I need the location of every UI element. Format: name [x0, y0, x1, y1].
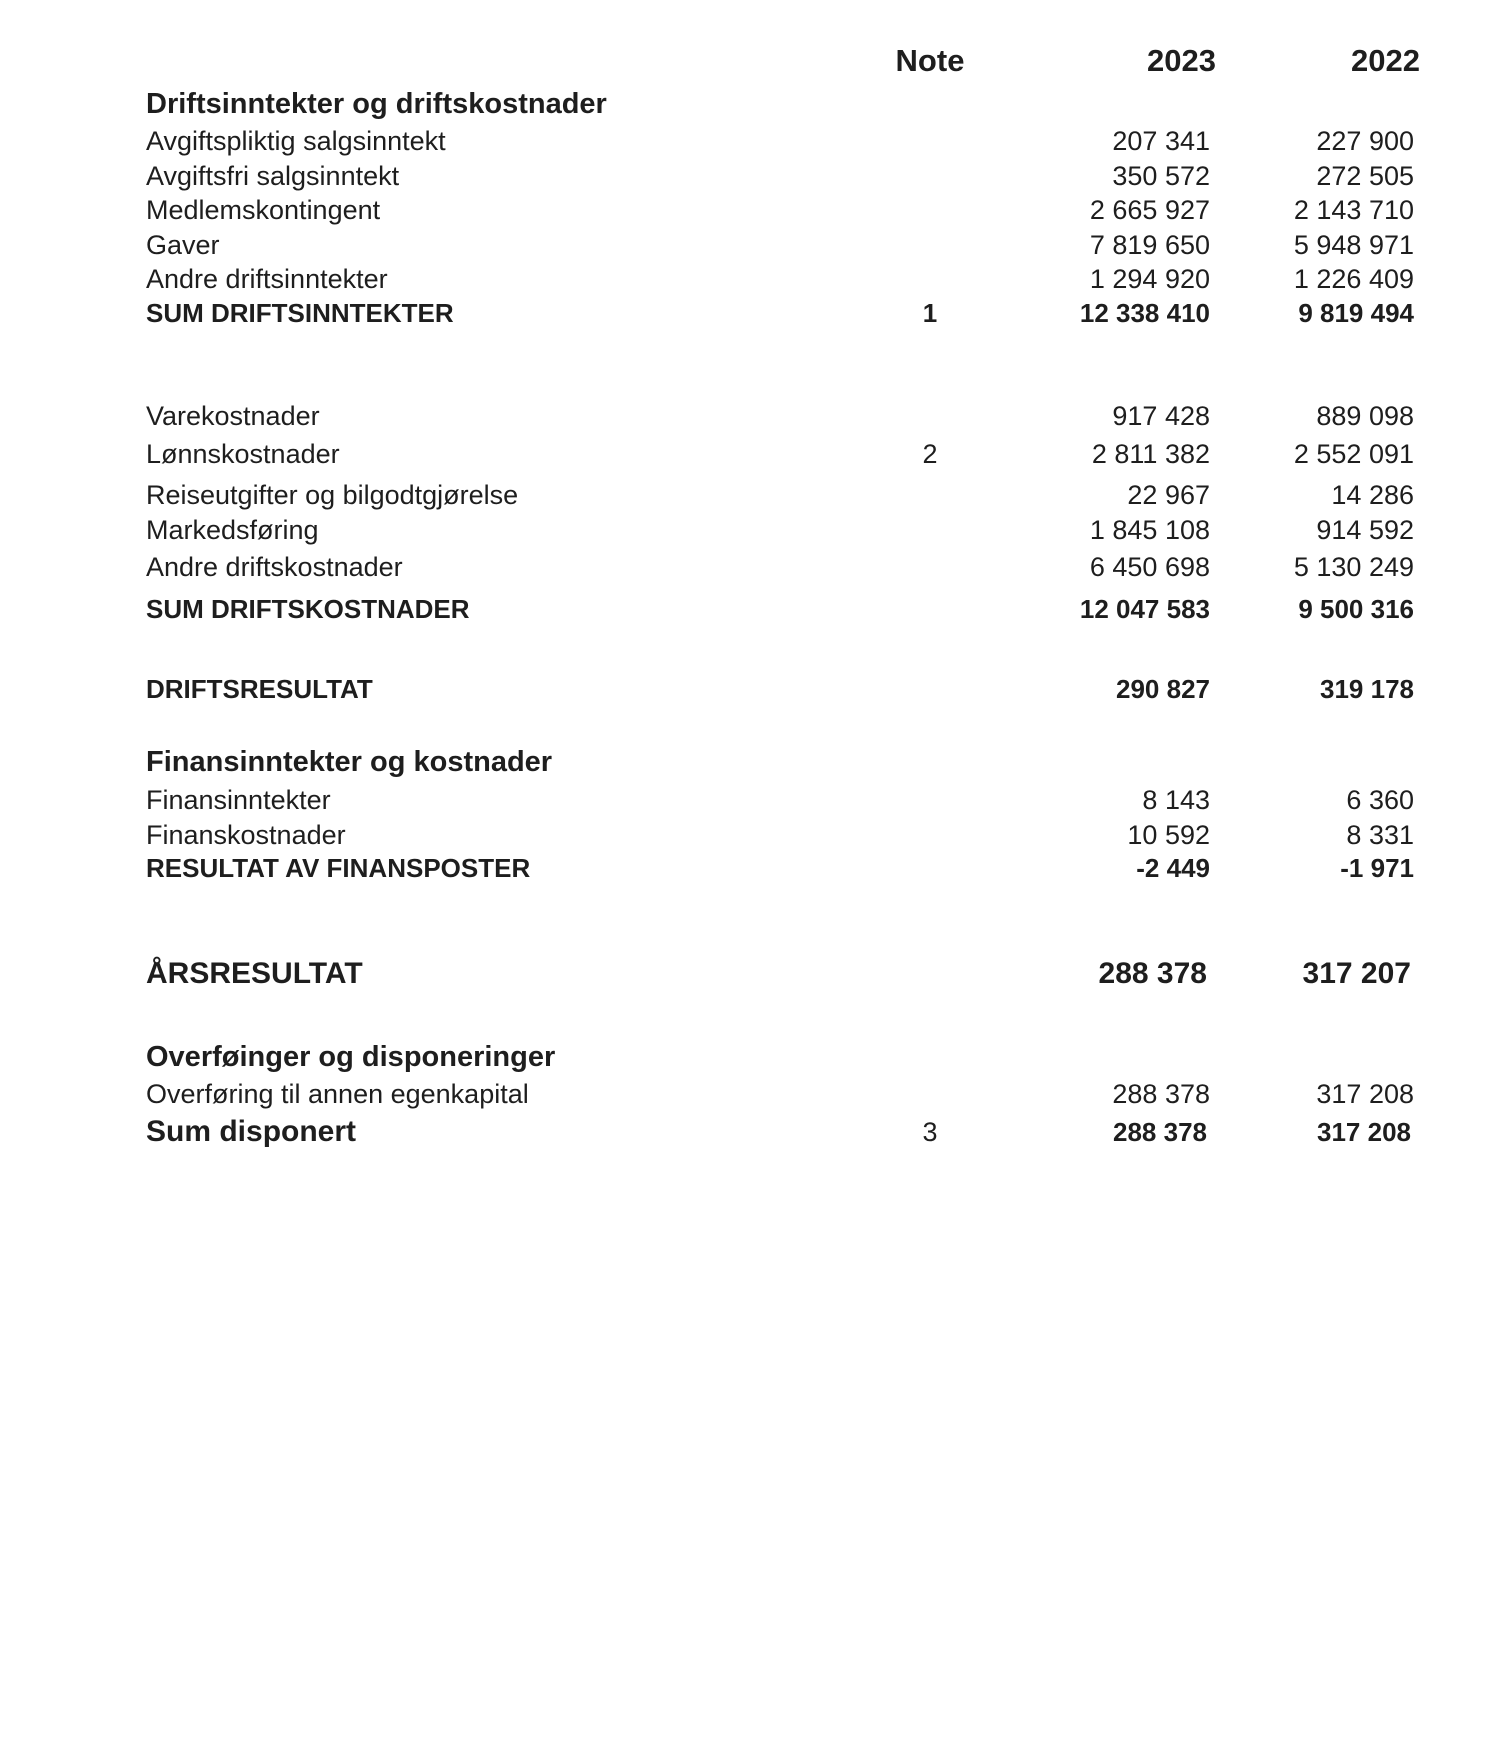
line-item-value-2022: 227 900 — [1316, 126, 1414, 156]
line-item-label: Medlemskontingent — [146, 195, 381, 225]
line-item-row — [0, 159, 1508, 193]
section-heading-operating — [0, 87, 1508, 121]
line-item-row — [0, 228, 1508, 262]
line-item-label: Andre driftsinntekter — [146, 264, 388, 294]
total-label: Sum disponert — [146, 1115, 357, 1148]
line-item-row — [0, 818, 1508, 852]
line-item-value-2023: 917 428 — [1112, 401, 1210, 431]
total-row-operating-costs — [0, 592, 1508, 626]
line-item-label: Finanskostnader — [146, 820, 346, 850]
section-heading-label: Driftsinntekter og driftskostnader — [146, 88, 607, 120]
column-header-row — [0, 44, 1508, 78]
line-item-row — [0, 193, 1508, 227]
line-item-row — [0, 124, 1508, 158]
line-item-label: Overføring til annen egenkapital — [146, 1079, 529, 1109]
total-value-2022: 9 500 316 — [1298, 594, 1414, 624]
total-label: ÅRSRESULTAT — [146, 957, 363, 990]
line-item-row — [0, 783, 1508, 817]
line-item-label: Gaver — [146, 230, 220, 260]
line-item-value-2023: 10 592 — [1127, 820, 1210, 850]
line-item-note: 2 — [922, 439, 938, 469]
line-item-value-2023: 22 967 — [1127, 480, 1210, 510]
total-row-financial-result — [0, 851, 1508, 885]
line-item-row — [0, 262, 1508, 296]
year-2022-column-header: 2022 — [1351, 43, 1420, 78]
line-item-row — [0, 550, 1508, 584]
total-row-annual-result — [0, 957, 1508, 991]
total-value-2022: 319 178 — [1320, 674, 1414, 704]
line-item-value-2022: 2 143 710 — [1293, 195, 1414, 225]
total-value-2023: 288 378 — [1098, 957, 1207, 990]
line-item-value-2023: 2 811 382 — [1091, 439, 1210, 469]
total-row-operating-income — [0, 296, 1508, 330]
line-item-value-2022: 5 948 971 — [1293, 230, 1414, 260]
line-item-row — [0, 1077, 1508, 1111]
total-label: SUM DRIFTSINNTEKTER — [146, 298, 454, 328]
line-item-label: Andre driftskostnader — [146, 552, 403, 582]
line-item-value-2023: 1 845 108 — [1089, 515, 1210, 545]
line-item-row — [0, 437, 1508, 471]
line-item-value-2022: 272 505 — [1316, 161, 1414, 191]
total-value-2023: 290 827 — [1116, 674, 1210, 704]
section-heading-finance — [0, 745, 1508, 779]
line-item-value-2022: 1 226 409 — [1293, 264, 1414, 294]
line-item-label: Markedsføring — [146, 515, 319, 545]
total-row-operating-result — [0, 672, 1508, 706]
total-value-2022: 317 207 — [1302, 957, 1411, 990]
line-item-label: Avgiftsfri salgsinntekt — [146, 161, 400, 191]
total-note: 1 — [922, 298, 938, 328]
line-item-value-2023: 207 341 — [1112, 126, 1210, 156]
total-label: DRIFTSRESULTAT — [146, 674, 373, 704]
total-label: RESULTAT AV FINANSPOSTER — [146, 853, 531, 883]
line-item-value-2023: 2 665 927 — [1089, 195, 1210, 225]
line-item-value-2023: 350 572 — [1112, 161, 1210, 191]
line-item-value-2023: 1 294 920 — [1089, 264, 1210, 294]
line-item-label: Reiseutgifter og bilgodtgjørelse — [146, 480, 519, 510]
line-item-label: Lønnskostnader — [146, 439, 340, 469]
total-value-2023: -2 449 — [1136, 853, 1210, 883]
total-value-2022: 9 819 494 — [1298, 298, 1414, 328]
line-item-label: Finansinntekter — [146, 785, 331, 815]
total-value-2023: 12 338 410 — [1079, 298, 1210, 328]
line-item-row — [0, 478, 1508, 512]
line-item-value-2023: 6 450 698 — [1089, 552, 1210, 582]
line-item-value-2022: 8 331 — [1346, 820, 1414, 850]
total-value-2022: 317 208 — [1317, 1117, 1411, 1147]
total-row-sum-allocated — [0, 1115, 1508, 1149]
section-heading-label: Overføinger og disponeringer — [146, 1041, 556, 1073]
total-value-2022: -1 971 — [1340, 853, 1414, 883]
line-item-value-2022: 2 552 091 — [1293, 439, 1414, 469]
note-column-header: Note — [895, 43, 965, 78]
line-item-value-2023: 8 143 — [1142, 785, 1210, 815]
line-item-value-2022: 5 130 249 — [1293, 552, 1414, 582]
line-item-label: Varekostnader — [146, 401, 320, 431]
line-item-label: Avgiftspliktig salgsinntekt — [146, 126, 446, 156]
section-heading-allocations — [0, 1040, 1508, 1074]
line-item-value-2022: 14 286 — [1331, 480, 1414, 510]
line-item-value-2022: 6 360 — [1346, 785, 1414, 815]
total-note: 3 — [922, 1117, 938, 1147]
total-label: SUM DRIFTSKOSTNADER — [146, 594, 470, 624]
section-heading-label: Finansinntekter og kostnader — [146, 746, 553, 778]
line-item-value-2022: 914 592 — [1316, 515, 1414, 545]
year-2023-column-header: 2023 — [1147, 43, 1216, 78]
line-item-value-2023: 288 378 — [1112, 1079, 1210, 1109]
total-value-2023: 288 378 — [1113, 1117, 1207, 1147]
line-item-row — [0, 399, 1508, 433]
line-item-value-2022: 889 098 — [1316, 401, 1414, 431]
line-item-value-2022: 317 208 — [1316, 1079, 1414, 1109]
total-value-2023: 12 047 583 — [1079, 594, 1210, 624]
line-item-value-2023: 7 819 650 — [1089, 230, 1210, 260]
line-item-row — [0, 513, 1508, 547]
